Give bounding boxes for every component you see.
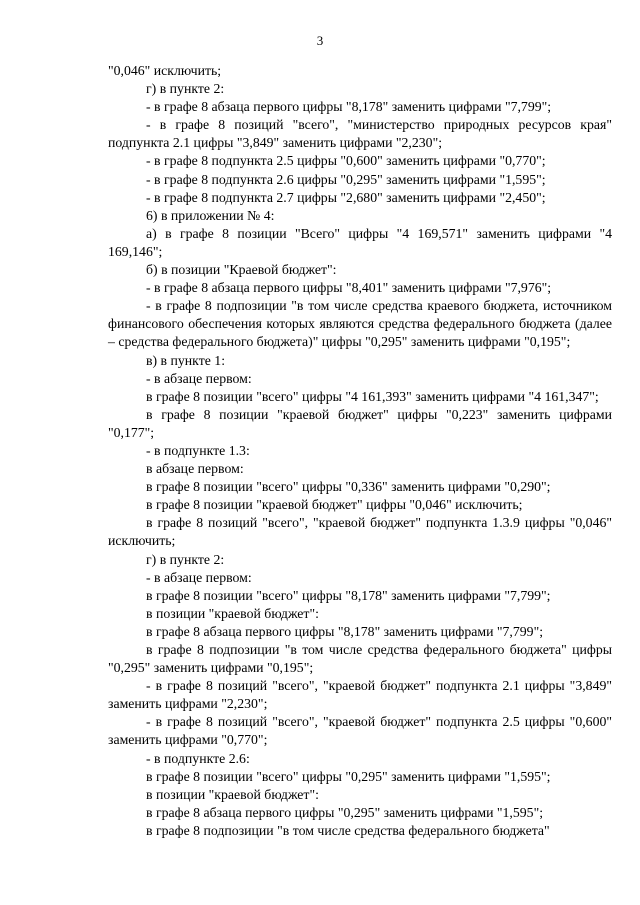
paragraph: а) в графе 8 позиции "Всего" цифры "4 169,571" заменить цифрами "4 169,146"; [108,225,612,259]
paragraph: в графе 8 позиции "всего" цифры "4 161,393" заменить цифрами "4 161,347"; [146,388,599,404]
paragraph: в графе 8 подпозиции "в том числе средства федерального бюджета" [146,822,550,838]
paragraph: б) в позиции "Краевой бюджет": [146,262,337,278]
paragraph: - в подпункте 2.6: [146,750,250,766]
paragraph: в графе 8 позиций "всего", "краевой бюджет" подпункта 1.3.9 цифры "0,046" исключить; [108,515,612,549]
paragraph: в абзаце первом: [146,461,244,477]
paragraph: - в графе 8 абзаца первого цифры "8,401" заменить цифрами "7,976"; [146,280,552,296]
paragraph: - в графе 8 позиций "всего", "краевой бюджет" подпункта 2.1 цифры "3,849" заменить цифрами "2,230"; [108,678,612,712]
paragraph: в графе 8 позиции "краевой бюджет" цифры "0,223" заменить цифрами "0,177"; [108,406,612,440]
paragraph: - в графе 8 подпункта 2.6 цифры "0,295" заменить цифрами "1,595"; [146,171,546,187]
paragraph: в позиции "краевой бюджет": [146,786,319,802]
paragraph: в графе 8 позиции "краевой бюджет" цифры "0,046" исключить; [146,497,523,513]
paragraph: - в графе 8 позиций "всего", "министерство природных ресурсов края" подпункта 2.1 цифры "3,849" заменить цифрами "2,230"; [108,117,612,151]
document-body [108,62,612,840]
paragraph: в) в пункте 1: [146,352,226,368]
paragraph: в графе 8 позиции "всего" цифры "8,178" заменить цифрами "7,799"; [146,587,551,603]
paragraph: г) в пункте 2: [146,551,225,567]
paragraph: в графе 8 позиции "всего" цифры "0,336" заменить цифрами "0,290"; [146,479,551,495]
paragraph: в графе 8 абзаца первого цифры "0,295" заменить цифрами "1,595"; [146,804,544,820]
paragraph: в графе 8 абзаца первого цифры "8,178" заменить цифрами "7,799"; [146,623,544,639]
paragraph: в графе 8 позиции "всего" цифры "0,295" заменить цифрами "1,595"; [146,768,551,784]
paragraph: - в графе 8 подпункта 2.5 цифры "0,600" заменить цифрами "0,770"; [146,153,546,169]
paragraph: 6) в приложении № 4: [146,207,275,223]
paragraph: в позиции "краевой бюджет": [146,605,319,621]
paragraph: г) в пункте 2: [146,81,225,97]
paragraph: - в подпункте 1.3: [146,442,250,458]
paragraph: - в абзаце первом: [146,370,252,386]
paragraph: - в графе 8 подпункта 2.7 цифры "2,680" заменить цифрами "2,450"; [146,189,546,205]
page-number: 3 [316,33,324,48]
paragraph: - в графе 8 позиций "всего", "краевой бюджет" подпункта 2.5 цифры "0,600" заменить цифрами "0,770"; [108,714,612,748]
paragraph: - в графе 8 подпозиции "в том числе средства краевого бюджета, источником финансового обеспечения которых являются средства федерального бюджета (далее – средства федерального бюджета)" цифры "0,295" заменить цифрами "0,195"; [108,298,612,350]
paragraph: - в графе 8 абзаца первого цифры "8,178" заменить цифрами "7,799"; [146,99,552,115]
paragraph: - в абзаце первом: [146,569,252,585]
paragraph: "0,046" исключить; [108,63,222,78]
paragraph: в графе 8 подпозиции "в том числе средства федерального бюджета" цифры "0,295" заменить цифрами "0,195"; [108,642,612,676]
